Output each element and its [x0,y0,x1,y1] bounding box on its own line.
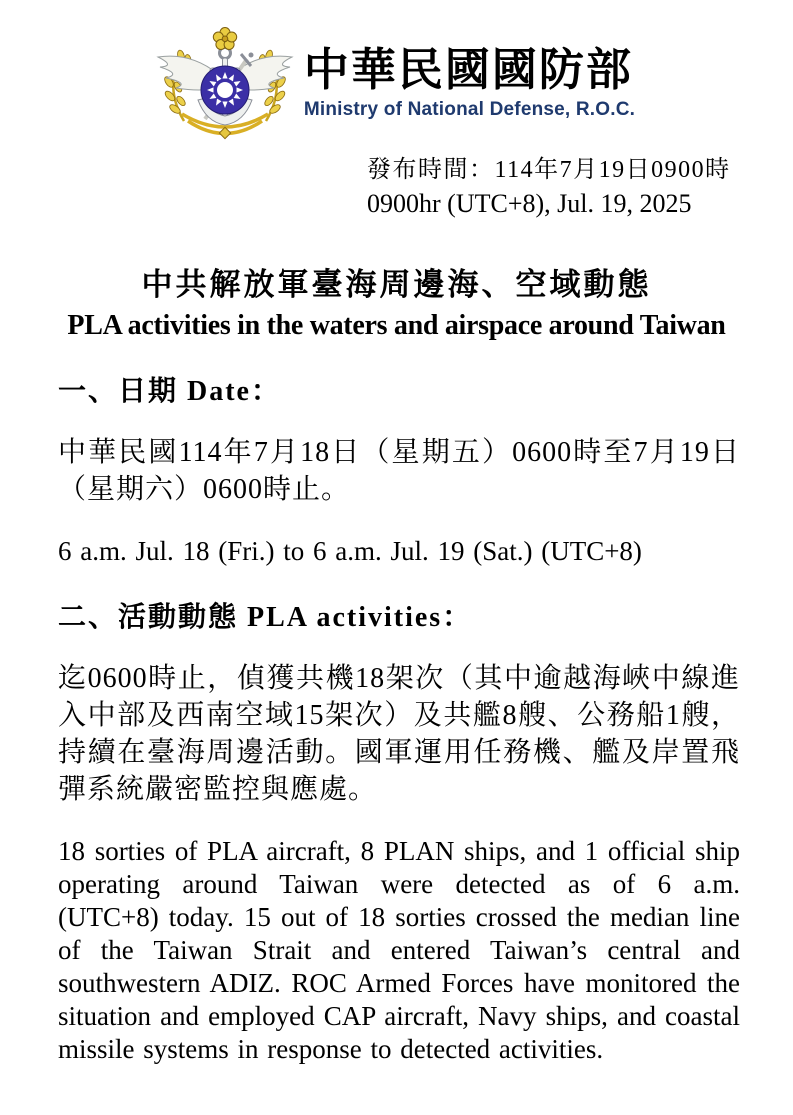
org-name-en: Ministry of National Defense, R.O.C. [303,98,636,120]
header [0,0,793,148]
activities-paragraph-zh: 迄0600時止，偵獲共機18架次（其中逾越海峽中線進入中部及西南空域15架次）及共艦8艘、公務船1艘，持續在臺海周邊活動。國軍運用任務機、艦及岸置飛彈系統嚴密監控與應處。 [58,663,740,806]
document-body [58,369,740,1065]
org-names [304,26,635,121]
date-paragraph-en: 6 a.m. Jul. 18 (Fri.) to 6 a.m. Jul. 19 (Sat.) (UTC+8) [58,536,642,567]
release-time-zh: 發布時間：114年7月19日0900時 [367,157,731,183]
section-heading-date: 一、日期 Date： [58,376,281,408]
sun-disc-icon [201,66,249,114]
section-heading-activities: 二、活動動態 PLA activities： [58,602,473,634]
title-en: PLA activities in the waters and airspace around Taiwan [67,309,726,341]
date-paragraph-zh: 中華民國114年7月18日（星期五）0600時至7月19日（星期六）0600時止。 [58,437,740,506]
release-time-block [367,154,793,220]
document-title [0,266,793,342]
mnd-emblem-icon [154,26,296,148]
org-name-zh: 中華民國國防部 [303,45,633,95]
activities-paragraph-en: 18 sorties of PLA aircraft, 8 PLAN ships, and 1 official ship operating around Taiwan were detected as of 6 a.m. (UTC+8) today. 15 out of 18 sorties crossed the median line of the Taiwan Strait and entered Taiwan’s central and southwestern ADIZ. ROC Armed Forces have monitored the situation and employed CAP aircraft, Navy ships, and coastal missile systems in response to detected activities. [58,836,740,1064]
title-zh: 中共解放軍臺海周邊海、空域動態 [141,267,652,303]
release-time-en: 0900hr (UTC+8), Jul. 19, 2025 [367,188,692,218]
plum-blossom-icon [213,28,236,50]
